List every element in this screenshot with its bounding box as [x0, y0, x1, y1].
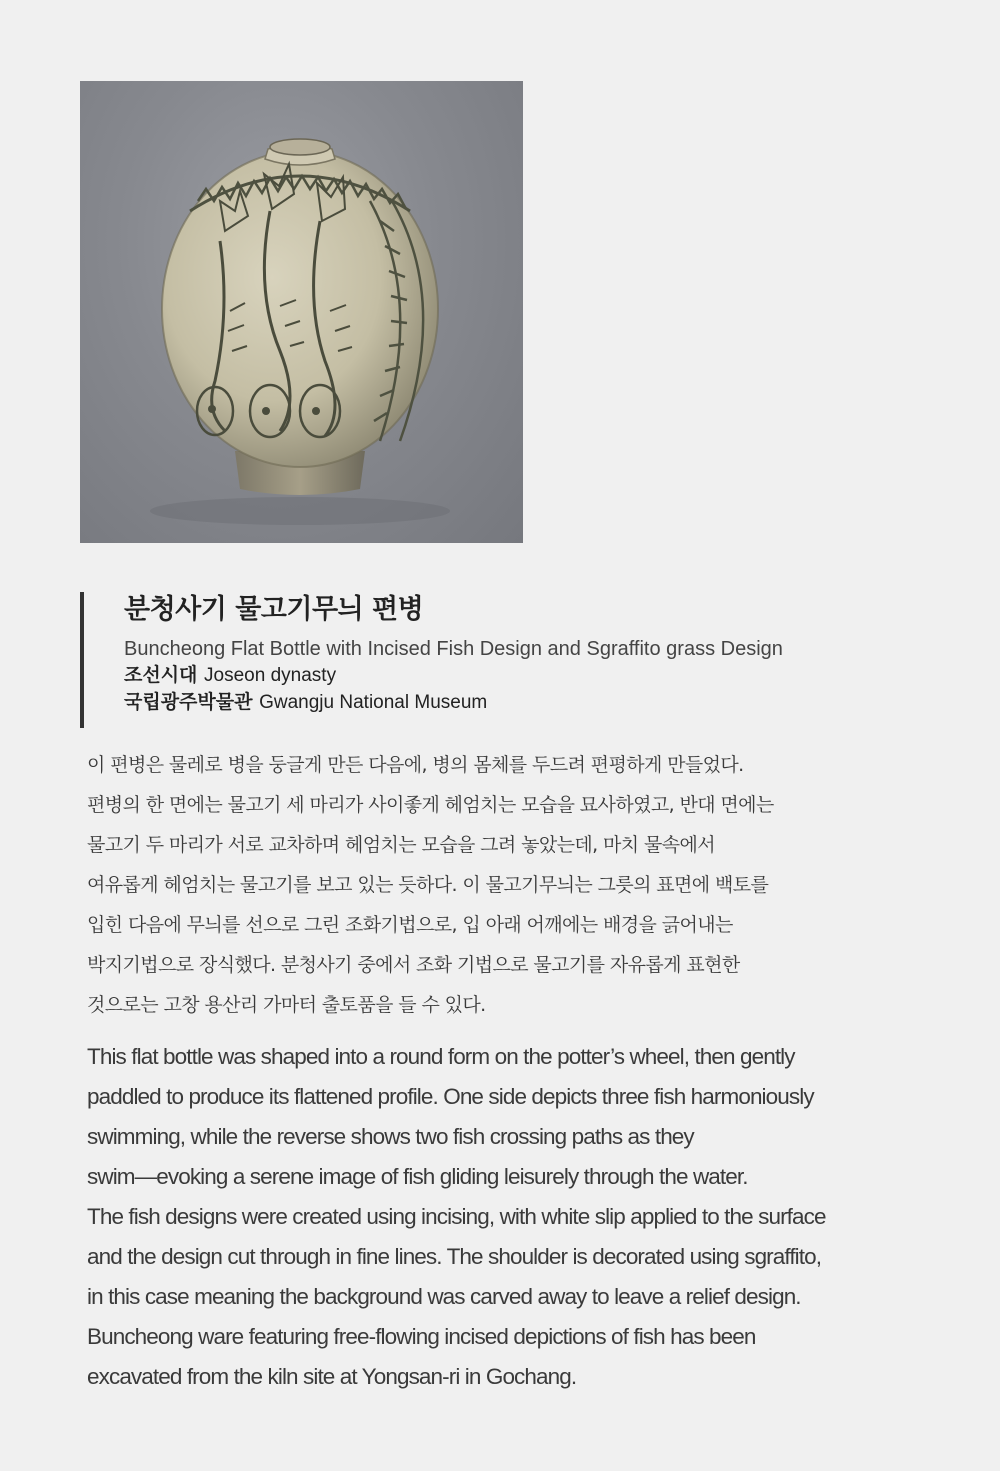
description-en-line: The fish designs were created using incising, with white slip applied to the surface — [87, 1204, 826, 1229]
description-en-line: and the design cut through in fine lines. The shoulder is decorated using sgraffito, — [87, 1244, 822, 1269]
title-english: Buncheong Flat Bottle with Incised Fish Design and Sgraffito grass Design — [124, 638, 783, 660]
period-english: Joseon dynasty — [204, 665, 337, 686]
description-ko-line: 이 편병은 물레로 병을 둥글게 만든 다음에, 병의 몸체를 두드려 편평하게 만들었다. — [87, 754, 744, 776]
description-ko-line: 것으로는 고창 용산리 가마터 출토품을 들 수 있다. — [87, 994, 486, 1016]
museum-english: Gwangju National Museum — [259, 692, 488, 713]
description-en-line: swimming, while the reverse shows two fish crossing paths as they — [87, 1124, 694, 1149]
flat-bottle-image — [80, 81, 523, 543]
period-korean: 조선시대 — [124, 664, 198, 686]
description-ko-line: 여유롭게 헤엄치는 물고기를 보고 있는 듯하다. 이 물고기무늬는 그릇의 표면에 백토를 — [87, 874, 769, 896]
description-english — [87, 1037, 947, 1397]
description-en-line: Buncheong ware featuring free-flowing incised depictions of fish has been — [87, 1324, 756, 1349]
description-ko-line: 물고기 두 마리가 서로 교차하며 헤엄치는 모습을 그려 놓았는데, 마치 물속에서 — [87, 834, 715, 856]
museum-line — [124, 689, 783, 716]
museum-korean: 국립광주박물관 — [124, 691, 253, 713]
title-korean: 분청사기 물고기무늬 편병 — [124, 594, 424, 625]
title-block — [80, 592, 783, 728]
description-en-line: This flat bottle was shaped into a round form on the potter’s wheel, then gently — [87, 1044, 795, 1069]
description-en-line: swim—evoking a serene image of fish gliding leisurely through the water. — [87, 1164, 748, 1189]
description-ko-line: 입힌 다음에 무늬를 선으로 그린 조화기법으로, 입 아래 어깨에는 배경을 긁어내는 — [87, 914, 733, 936]
artwork-photo — [80, 81, 523, 543]
description-ko-line: 편병의 한 면에는 물고기 세 마리가 사이좋게 헤엄치는 모습을 묘사하였고, 반대 면에는 — [87, 794, 774, 816]
description-korean — [87, 745, 947, 1025]
description-en-line: in this case meaning the background was carved away to leave a relief design. — [87, 1284, 801, 1309]
description-ko-line: 박지기법으로 장식했다. 분청사기 중에서 조화 기법으로 물고기를 자유롭게 표현한 — [87, 954, 740, 976]
description-en-line: paddled to produce its flattened profile. One side depicts three fish harmoniously — [87, 1084, 814, 1109]
period-line — [124, 662, 783, 689]
description-en-line: excavated from the kiln site at Yongsan-ri in Gochang. — [87, 1364, 577, 1389]
